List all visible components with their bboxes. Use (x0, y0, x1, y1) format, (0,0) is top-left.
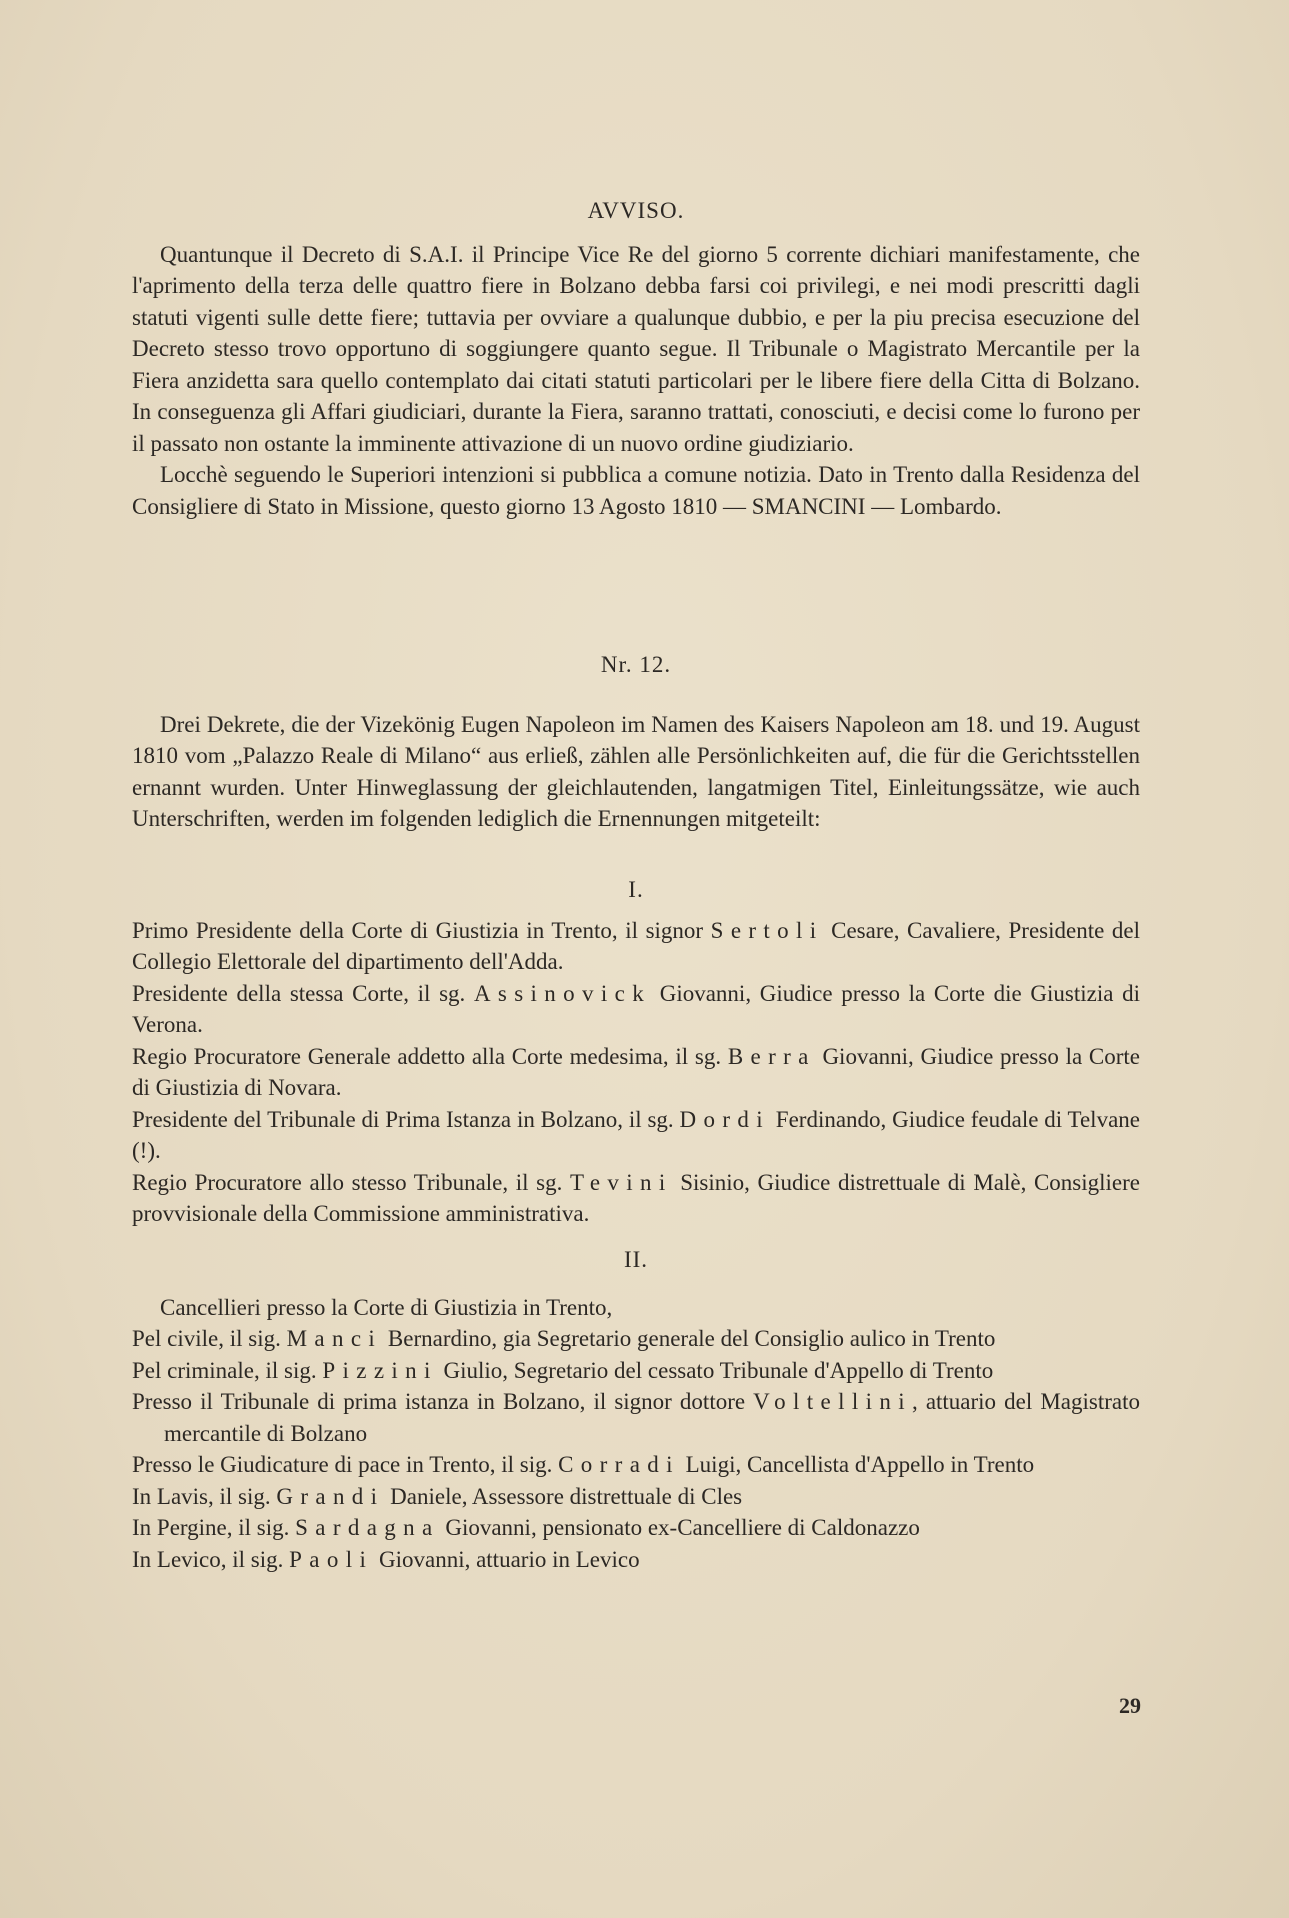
avviso-paragraph-2: Locchè seguendo le Superiori intenzioni si pubblica a comune notizia. Dato in Trento dalla Residenza del Consigliere di Stato in Missione, questo giorno 13 Agosto 1810 — SMANCINI — Lombardo. (132, 462, 1140, 519)
avviso-title: AVVISO. (587, 198, 685, 223)
appointment-entry: Presidente del Tribunale di Prima Istanza in Bolzano, il sg. Dordi Ferdinando, Giudice feudale di Telvane (!). (132, 1106, 1140, 1163)
page-number: 29 (1119, 1693, 1141, 1718)
section-2-intro: Cancellieri presso la Corte di Giustizia in Trento, (160, 1294, 613, 1320)
appointee-name: Corradi (558, 1452, 680, 1477)
chancellor-entry: In Lavis, il sig. Grandi Daniele, Assessore distrettuale di Cles (132, 1483, 743, 1509)
section-2-numeral: II. (623, 1247, 649, 1272)
appointee-name: Grandi (276, 1483, 385, 1509)
avviso-paragraph-1: Quantunque il Decreto di S.A.I. il Principe Vice Re del giorno 5 corrente dichiari manifestamente, che l'aprimento della terza delle quattro fiere in Bolzano debba farsi coi privilegi, e nei modi prescritti dagli statuti vigenti sulle dette fiere; tuttavia per ovviare a qualunque dubbio, e per la piu precisa esecuzione del Decreto stesso trovo opportuno di soggiungere quanto segue. Il Tribunale o Magistrato Mercantile per la Fiera anzidetta sara quello contemplato dai citati statuti particolari per le libere fiere della Citta di Bolzano. In conseguenza gli Affari giudiciari, durante la Fiera, saranno trattati, conosciuti, e decisi come lo furono per il passato non ostante la imminente attivazione di un nuovo ordine giudiziario. (132, 241, 1140, 456)
chancellor-entry: Presso le Giudicature di pace in Trento, il sig. Corradi Luigi, Cancellista d'Appello in Trento (132, 1452, 1035, 1477)
appointee-name: Dordi (679, 1106, 770, 1132)
appointee-name: Pizzini (322, 1357, 438, 1383)
appointee-name: Sertoli (710, 917, 824, 943)
appointee-name: Assinovick (473, 980, 652, 1006)
avviso-block (132, 195, 1140, 522)
appointment-entry: Presidente della stessa Corte, il sg. Assinovick Giovanni, Giudice presso la Corte die Giustizia di Verona. (132, 980, 1140, 1037)
appointee-name: Manci (286, 1326, 383, 1351)
section-2 (132, 1244, 1140, 1575)
section-1-entries (132, 915, 1140, 1230)
chancellor-entry: In Levico, il sig. Paoli Giovanni, attuario in Levico (132, 1546, 640, 1572)
appointment-entry: Regio Procuratore allo stesso Tribunale, il sg. Tevini Sisinio, Giudice distrettuale di Malè, Consigliere provvisionale della Commissione amministrativa. (132, 1169, 1141, 1226)
appointee-name: Tevini (570, 1169, 673, 1195)
appointee-name: Paoli (289, 1546, 374, 1572)
chancellor-entry: Presso il Tribunale di prima istanza in Bolzano, il signor dottore Voltellini, attuario del Magistrato mercantile di Bolzano (132, 1389, 1140, 1446)
section-1-numeral: I. (628, 877, 644, 902)
appointment-entry: Primo Presidente della Corte di Giustizia in Trento, il signor Sertoli Cesare, Cavaliere, Presidente del Collegio Elettorale del dipartimento dell'Adda. (132, 917, 1140, 974)
appointee-name: Berra (727, 1043, 816, 1069)
chancellor-entry: Pel criminale, il sig. Pizzini Giulio, Segretario del cessato Tribunale d'Appello di Trento (132, 1357, 994, 1383)
appointment-entry: Regio Procuratore Generale addetto alla Corte medesima, il sg. Berra Giovanni, Giudice presso la Corte di Giustizia di Novara. (132, 1043, 1140, 1100)
chancellor-entry: In Pergine, il sig. Sardagna Giovanni, pensionato ex-Cancelliere di Caldonazzo (132, 1515, 920, 1540)
nr12-title: Nr. 12. (600, 652, 672, 677)
appointee-name: Voltellini (753, 1389, 912, 1414)
chancellor-entry: Pel civile, il sig. Manci Bernardino, gia Segretario generale del Consiglio aulico in Trento (132, 1326, 996, 1351)
appointee-name: Sardagna (295, 1515, 440, 1540)
nr12-intro: Drei Dekrete, die der Vizekönig Eugen Napoleon im Namen des Kaisers Napoleon am 18. und 19. August 1810 vom „Palazzo Reale di Milano“ aus erließ, zählen alle Persönlichkeiten auf, die für die Gerichtsstellen ernannt wurden. Unter Hinweglassung der gleichlautenden, langatmigen Titel, Einleitungssätze, wie auch Unterschriften, werden im folgenden lediglich die Ernennungen mitgeteilt: (132, 711, 1140, 831)
section-1 (132, 874, 1140, 1230)
nr12-block (132, 649, 1140, 835)
